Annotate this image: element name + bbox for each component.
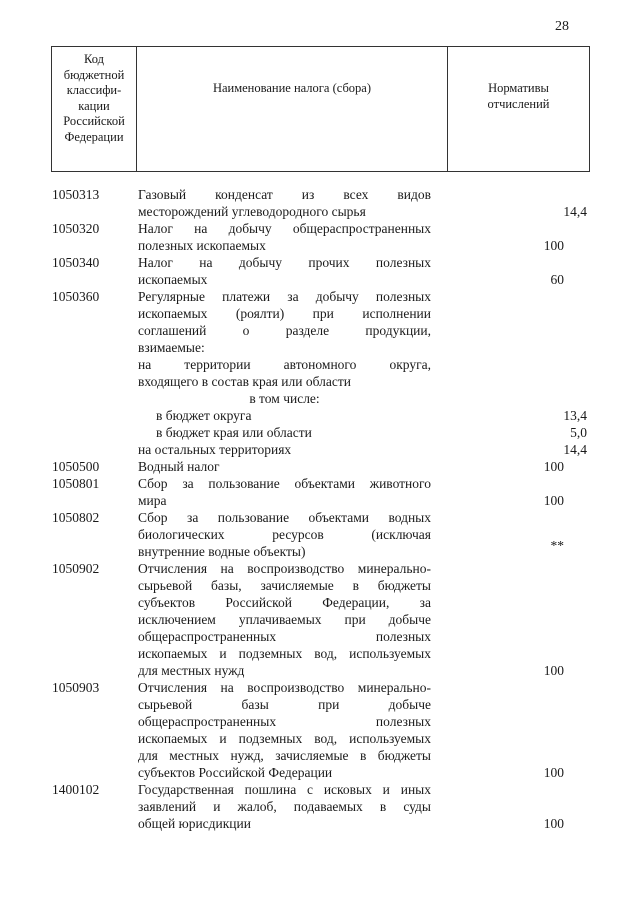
row-name-line: Налог на добычу общераспространенных (138, 221, 431, 236)
table-row (51, 254, 590, 288)
row-name (138, 186, 431, 220)
row-name (138, 781, 431, 832)
row-name-line: Отчисления на воспроизводство минерально- (138, 561, 431, 576)
row-code: 1050500 (52, 459, 100, 474)
table-row (51, 560, 590, 679)
row-code: 1050802 (52, 510, 100, 525)
row-name-line: соглашений о разделе продукции, (138, 323, 431, 338)
header-code-line: классифи- (66, 83, 122, 97)
row-name-line: субъектов Российской Федерации, за (138, 595, 431, 610)
row-name-line: общераспространенных полезных (138, 629, 431, 644)
row-name-line: в бюджет края или области (156, 425, 312, 440)
row-name-line: ископаемых и подземных вод, используемых (138, 731, 431, 746)
header-code-line: кации (78, 98, 110, 113)
row-code: 1050313 (52, 187, 100, 202)
header-code-line: Федерации (64, 129, 124, 144)
row-value: 13,4 (563, 408, 587, 423)
row-name (138, 407, 431, 424)
row-name-line: Водный налог (138, 459, 220, 474)
row-name-line: ископаемых (роялти) при исполнении (138, 306, 431, 321)
row-name-line: ископаемых и подземных вод, используемых (138, 646, 431, 661)
row-name-line: мира (138, 493, 167, 508)
row-name (138, 254, 431, 288)
row-name-line: для местных нужд, зачисляемые в бюджеты (138, 748, 431, 763)
row-name (138, 560, 431, 679)
table-row (51, 220, 590, 254)
row-name (138, 509, 431, 560)
row-name (138, 475, 431, 509)
row-name-line: на остальных территориях (138, 442, 292, 457)
row-value: 100 (543, 663, 564, 678)
header-code-line: бюджетной (63, 67, 125, 82)
header-norm-line: Нормативы (488, 81, 549, 95)
header-norm-column (448, 47, 590, 172)
table-row (51, 186, 590, 220)
header-code-column (52, 47, 137, 172)
row-code: 1050903 (52, 680, 100, 695)
row-name (138, 288, 431, 407)
row-name-line: Государственная пошлина с исковых и иных (138, 782, 431, 797)
row-name-line: ископаемых (138, 272, 208, 287)
row-name-line: входящего в состав края или области (138, 374, 351, 389)
row-name (138, 220, 431, 254)
row-value: 60 (550, 272, 564, 287)
row-value: ** (550, 538, 564, 553)
row-name-line: Сбор за пользование объектами животного (138, 476, 431, 491)
table-row (51, 475, 590, 509)
row-code: 1050320 (52, 221, 100, 236)
row-name-line: взимаемые: (138, 340, 205, 355)
table-header (51, 46, 590, 172)
row-name-line: сырьевой базы, зачисляемые в бюджеты (138, 578, 431, 593)
row-value: 5,0 (570, 425, 587, 440)
row-name-line: общераспространенных полезных (138, 714, 431, 729)
table-row (51, 441, 590, 458)
header-code-line: Код (84, 52, 104, 66)
row-name-line: месторождений углеводородного сырья (138, 204, 366, 219)
row-name (138, 679, 431, 781)
table-row (51, 424, 590, 441)
row-value: 14,4 (563, 442, 587, 457)
table-row (51, 781, 590, 832)
table-row (51, 458, 590, 475)
row-name-line: Газовый конденсат из всех видов (138, 187, 431, 202)
row-name (138, 424, 431, 441)
header-name-column (137, 47, 448, 172)
row-name-line: общей юрисдикции (138, 816, 251, 831)
row-code: 1050801 (52, 476, 100, 491)
row-name-line: Регулярные платежи за добычу полезных (138, 289, 431, 304)
header-code-line: Российской (63, 114, 125, 128)
row-code: 1400102 (52, 782, 100, 797)
row-value: 100 (543, 765, 564, 780)
table-row (51, 288, 590, 407)
row-name-line: сырьевой базы при добыче (138, 697, 431, 712)
row-value: 14,4 (563, 204, 587, 219)
row-name-line: полезных ископаемых (138, 238, 266, 253)
row-name-line: заявлений и жалоб, подаваемых в суды (138, 799, 431, 814)
row-name-line: на территории автономного округа, (138, 357, 431, 372)
header-name-label: Наименование налога (сбора) (212, 81, 372, 95)
row-name-line: внутренние водные объекты) (138, 544, 306, 559)
row-name-line: Налог на добычу прочих полезных (138, 255, 431, 270)
row-name-line: биологических ресурсов (исключая (138, 527, 431, 542)
header-norm-line: отчислений (487, 96, 550, 111)
table-row (51, 407, 590, 424)
row-code: 1050340 (52, 255, 100, 270)
table-row (51, 679, 590, 781)
row-value: 100 (543, 816, 564, 831)
row-value: 100 (543, 493, 564, 508)
row-name (138, 458, 431, 475)
row-name-line: в том числе: (249, 391, 320, 406)
table-body (51, 186, 590, 832)
table-row (51, 509, 590, 560)
row-code: 1050360 (52, 289, 100, 304)
row-name (138, 441, 431, 458)
row-name-line: исключением уплачиваемых при добыче (138, 612, 431, 627)
row-value: 100 (543, 459, 564, 474)
row-code: 1050902 (52, 561, 100, 576)
row-value: 100 (543, 238, 564, 253)
page-number: 28 (555, 19, 569, 34)
row-name-line: в бюджет округа (156, 408, 252, 423)
row-name-line: субъектов Российской Федерации (138, 765, 333, 780)
row-name-line: Сбор за пользование объектами водных (138, 510, 431, 525)
row-name-line: Отчисления на воспроизводство минерально- (138, 680, 431, 695)
row-name-line: для местных нужд (138, 663, 245, 678)
